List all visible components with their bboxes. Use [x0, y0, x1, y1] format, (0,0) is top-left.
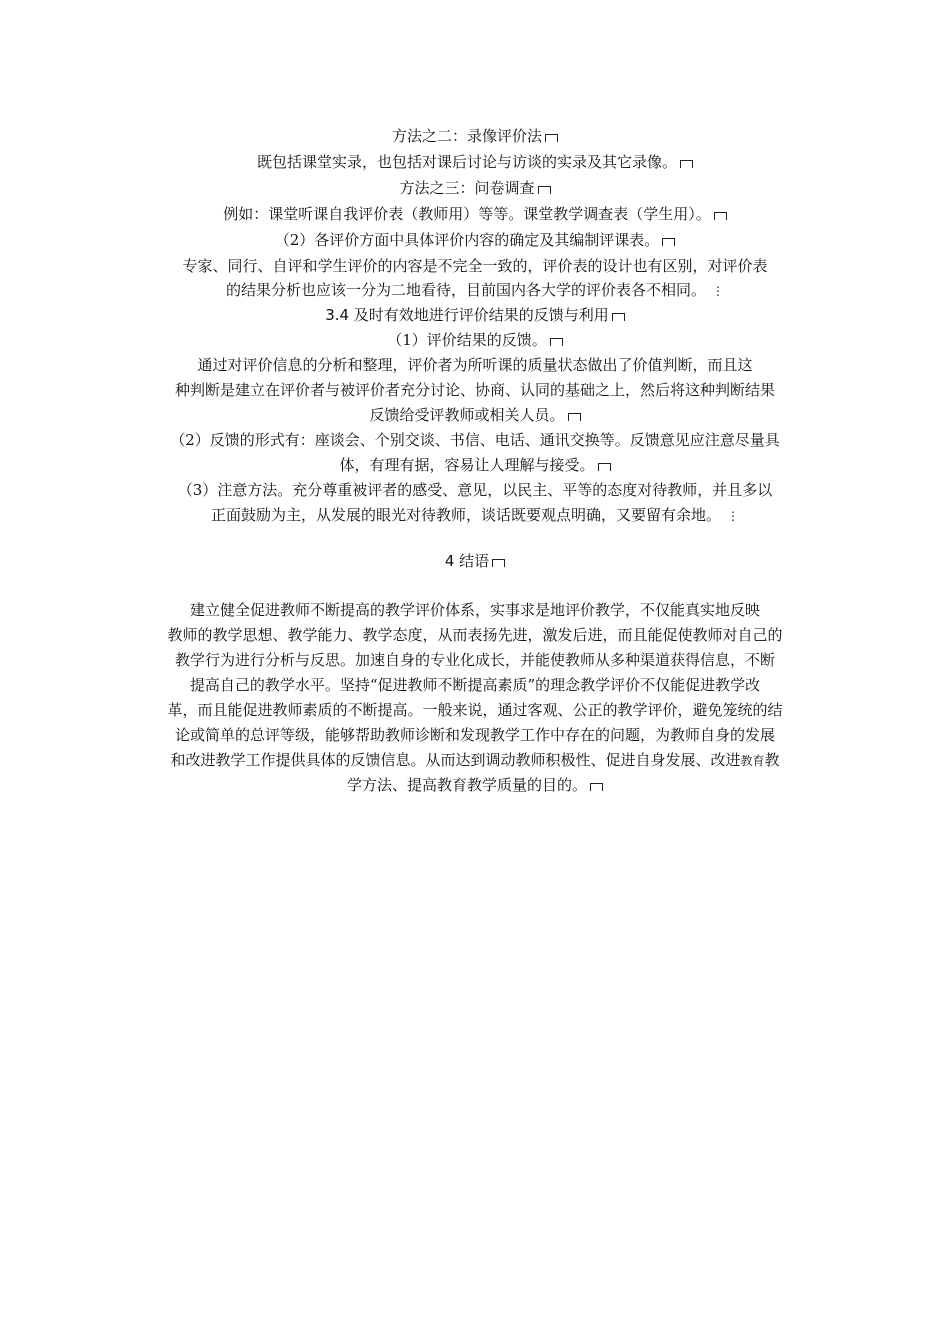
text-line: 专家、同行、自评和学生评价的内容是不完全一致的，评价表的设计也有区别，对评价表 [182, 257, 768, 275]
paragraph-mark-icon [545, 134, 558, 142]
text-line: 建立健全促进教师不断提高的教学评价体系，实事求是地评价教学，不仅能真实地反映 [189, 601, 760, 619]
paragraph-mark-icon [492, 559, 505, 567]
text-line: 教学行为进行分析与反思。加速自身的专业化成长，并能使教师从多种渠道获得信息，不断 [174, 651, 775, 669]
paragraph-mark-icon: ⋮ [712, 284, 724, 298]
text-line: （2）各评价方面中具体评价内容的确定及其编制评课表。 [140, 227, 810, 253]
text-line: 教师的教学思想、教学能力、教学态度，从而表扬先进，激发后进，而且能促使教师对自己的 [167, 626, 783, 644]
paragraph-mark-icon [550, 338, 563, 346]
paragraph-mark-icon: ⋮ [727, 509, 739, 523]
paragraph-mark-icon [538, 186, 551, 194]
text-line: （3）注意方法。充分尊重被评者的感受、意见，以民主、平等的态度对待教师，并且多以 [177, 481, 773, 499]
text-line: 和改进教学工作提供具体的反馈信息。从而达到调动教师积极性、促进自身发展、改进教育教 [170, 751, 780, 769]
text-line: 革，而且能促进教师素质的不断提高。一般来说，通过客观、公正的教学评价，避免笼统的结 [167, 701, 783, 719]
text-line: 通过对评价信息的分析和整理，评价者为所听课的质量状态做出了价值判断，而且这 [197, 356, 753, 374]
text-line: 的结果分析也应该一分为二地看待，目前国内各大学的评价表各不相同。 ⋮ [140, 277, 810, 304]
text-line: 正面鼓励为主，从发展的眼光对待教师，谈话既要观点明确，又要留有余地。 ⋮ [140, 502, 810, 529]
paragraph-mark-icon [662, 238, 675, 246]
paragraph-mark-icon [590, 783, 603, 791]
paragraph-mark-icon [568, 413, 581, 421]
paragraph-mark-icon [680, 160, 693, 168]
text-line: 例如：课堂听课自我评价表（教师用）等等。课堂教学调查表（学生用）。 [140, 201, 810, 227]
text-line: 提高自己的教学水平。坚持“促进教师不断提高素质”的理念教学评价不仅能促进教学改 [189, 676, 761, 694]
text-line: 既包括课堂实录，也包括对课后讨论与访谈的实录及其它录像。 [140, 149, 810, 175]
text-line: 体，有理有据，容易让人理解与接受。 [140, 452, 810, 478]
section-heading: 4 结语 [140, 548, 810, 574]
text-line: （1）评价结果的反馈。 [140, 327, 810, 353]
text-line: 学方法、提高教育教学质量的目的。 [140, 772, 810, 798]
text-line: 论或简单的总评等级，能够帮助教师诊断和发现教学工作中存在的问题，为教师自身的发展 [174, 726, 775, 744]
text-line: （2）反馈的形式有：座谈会、个别交谈、书信、电话、通讯交换等。反馈意见应注意尽量具 [170, 431, 780, 449]
paragraph-mark-icon [598, 463, 611, 471]
inline-small-text: 教育 [740, 754, 765, 768]
section-heading: 3.4 及时有效地进行评价结果的反馈与利用 [140, 302, 810, 328]
paragraph-mark-icon [714, 212, 727, 220]
text-line: 方法之二：录像评价法 [140, 123, 810, 149]
text-line: 反馈给受评教师或相关人员。 [140, 402, 810, 428]
text-line: 方法之三：问卷调查 [140, 175, 810, 201]
text-line: 种判断是建立在评价者与被评价者充分讨论、协商、认同的基础之上，然后将这种判断结果 [174, 381, 775, 399]
paragraph-mark-icon [612, 313, 625, 321]
